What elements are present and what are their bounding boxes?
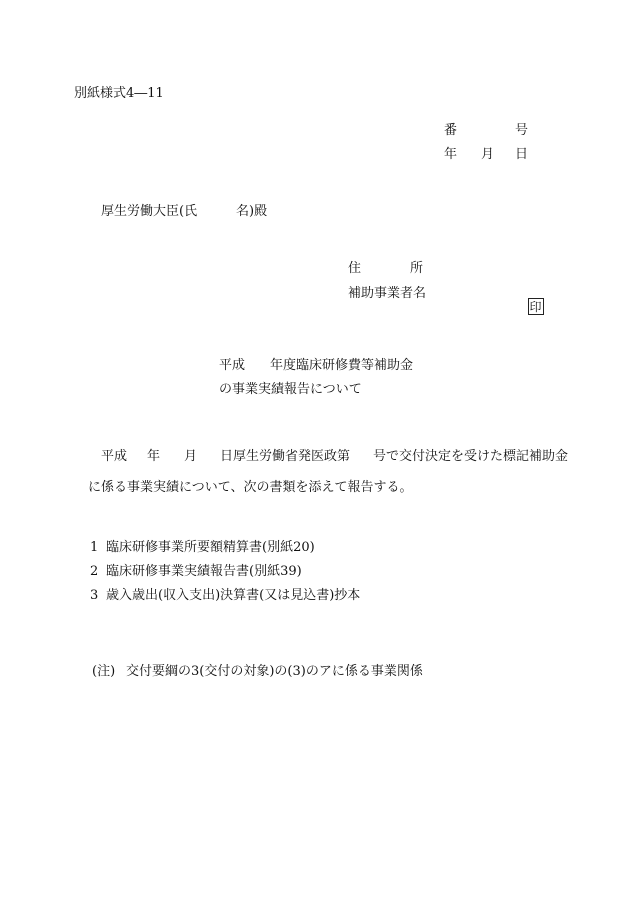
title-line1-prefix: 平成 — [219, 358, 246, 373]
sender-name-label: 補助事業者名 — [348, 286, 427, 301]
title-line2: の事業実績報告について — [219, 382, 362, 397]
list-item-2-text: 臨床研修事業実績報告書(別紙39) — [106, 564, 302, 579]
addressee-suffix: 名)殿 — [236, 204, 268, 219]
date-year-label: 年 — [444, 147, 458, 162]
body-text2: 号で交付決定を受けた標記補助金 — [373, 449, 569, 464]
seal-mark — [511, 285, 544, 328]
number-label-ban: 番 — [444, 123, 458, 138]
address-label-2: 所 — [410, 261, 424, 276]
list-item-1-text: 臨床研修事業所要額精算書(別紙20) — [106, 540, 315, 555]
date-day-label: 日 — [515, 147, 529, 162]
address-label-1: 住 — [348, 261, 362, 276]
body-month: 月 — [184, 449, 198, 464]
list-item-3-text: 歳入歳出(収入支出)決算書(又は見込書)抄本 — [106, 588, 361, 603]
date-month-label: 月 — [481, 147, 495, 162]
note-label: (注) — [92, 664, 116, 679]
addressee-prefix: 厚生労働大臣(氏 — [101, 204, 198, 219]
seal-text: 印 — [529, 300, 542, 314]
number-label-go: 号 — [515, 123, 529, 138]
list-item-3-number: 3 — [90, 588, 99, 603]
note-text: 交付要綱の3(交付の対象)の(3)のアに係る事業関係 — [126, 664, 423, 679]
list-item-2-number: 2 — [90, 564, 99, 579]
list-item-1-number: 1 — [90, 540, 99, 555]
form-id: 別紙様式4―11 — [74, 86, 164, 101]
body-line2: に係る事業実績について、次の書類を添えて報告する。 — [88, 480, 413, 495]
body-text1: 日厚生労働省発医政第 — [220, 449, 351, 464]
title-line1-suffix: 年度臨床研修費等補助金 — [270, 358, 414, 373]
body-heisei: 平成 — [101, 449, 128, 464]
body-year: 年 — [147, 449, 161, 464]
